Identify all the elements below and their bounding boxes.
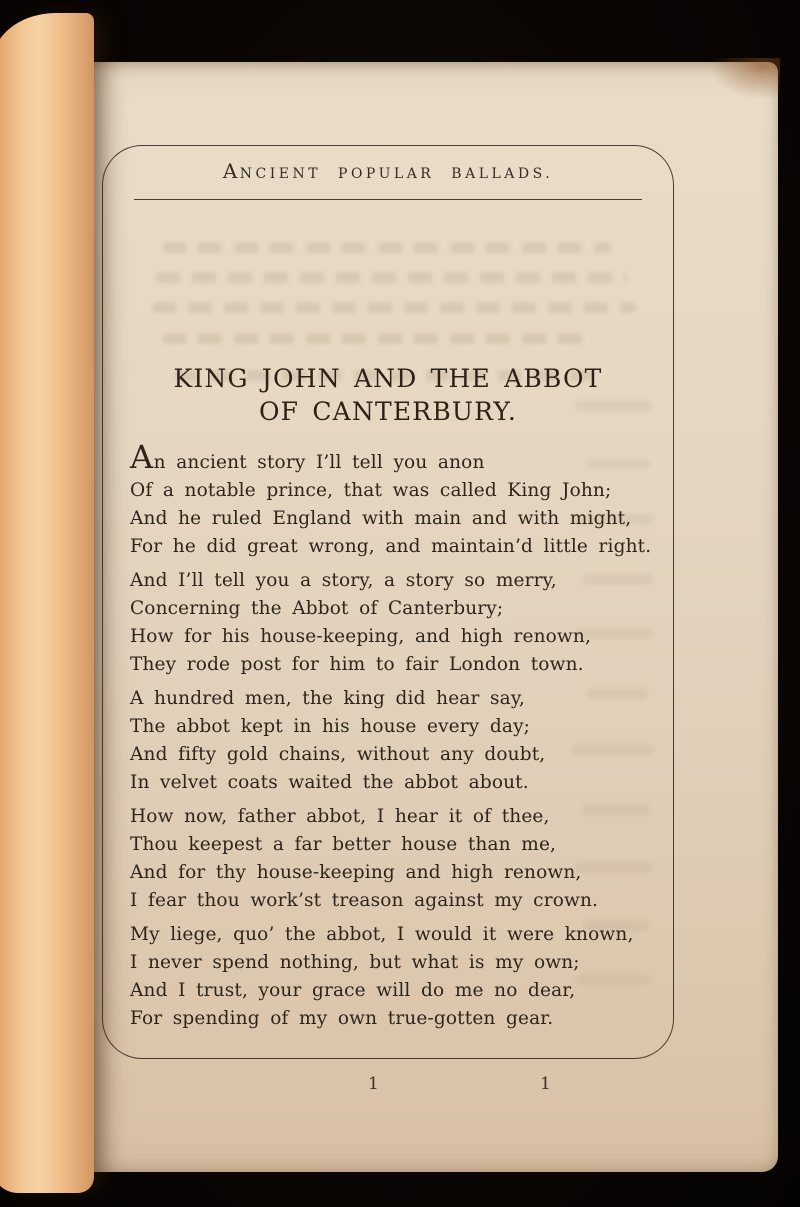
- stanza-4: [130, 803, 659, 915]
- stanza-3: [130, 685, 659, 797]
- poem-title-line-2: OF CANTERBURY.: [258, 397, 518, 426]
- running-header-initial: A: [222, 159, 240, 183]
- poem-line: How for his house-keeping, and high renown,: [130, 626, 592, 647]
- poem-line-text: n ancient story I’ll tell you anon: [153, 452, 485, 473]
- poem-line: I fear thou work’st treason against my crown.: [130, 890, 599, 911]
- page-corner-stain: [702, 58, 780, 104]
- poem-line: How now, father abbot, I hear it of thee,: [130, 806, 550, 827]
- poem-line: In velvet coats waited the abbot about.: [130, 772, 529, 793]
- poem-line: And he ruled England with main and with might,: [130, 508, 632, 529]
- adjacent-page-edge: [0, 13, 94, 1193]
- header-rule: [134, 199, 642, 200]
- poem-line: And I’ll tell you a story, a story so merry,: [130, 570, 557, 591]
- poem-line: Concerning the Abbot of Canterbury;: [130, 598, 504, 619]
- drop-cap: A: [130, 438, 154, 476]
- poem-title: [103, 362, 673, 428]
- page-number: 1: [368, 1074, 379, 1094]
- poem-line: For spending of my own true-gotten gear.: [130, 1008, 554, 1029]
- poem-line: A hundred men, the king did hear say,: [130, 688, 525, 709]
- poem-line: [130, 438, 659, 477]
- running-header-text: NCIENT POPULAR BALLADS.: [239, 166, 554, 182]
- book-page: [62, 62, 778, 1172]
- poem-line: They rode post for him to fair London town.: [130, 654, 584, 675]
- stanza-5: [130, 921, 659, 1033]
- page-border-frame: [102, 145, 674, 1059]
- running-header: [103, 159, 673, 183]
- poem-line: My liege, quo’ the abbot, I would it were known,: [130, 924, 634, 945]
- poem-line: Thou keepest a far better house than me,: [130, 834, 557, 855]
- poem-body: [130, 438, 659, 1033]
- poem-line: Of a notable prince, that was called King John;: [130, 480, 612, 501]
- poem-title-line-1: KING JOHN AND THE ABBOT: [173, 364, 603, 393]
- poem-line: And I trust, your grace will do me no dear,: [130, 980, 576, 1001]
- stanza-1: [130, 438, 659, 561]
- poem-line: For he did great wrong, and maintain’d little right.: [130, 536, 652, 557]
- signature-mark: 1: [540, 1074, 551, 1094]
- poem-line: I never spend nothing, but what is my own;: [130, 952, 580, 973]
- poem-line: The abbot kept in his house every day;: [130, 716, 531, 737]
- stanza-2: [130, 567, 659, 679]
- poem-line: And for thy house-keeping and high renown,: [130, 862, 582, 883]
- poem-line: And fifty gold chains, without any doubt,: [130, 744, 546, 765]
